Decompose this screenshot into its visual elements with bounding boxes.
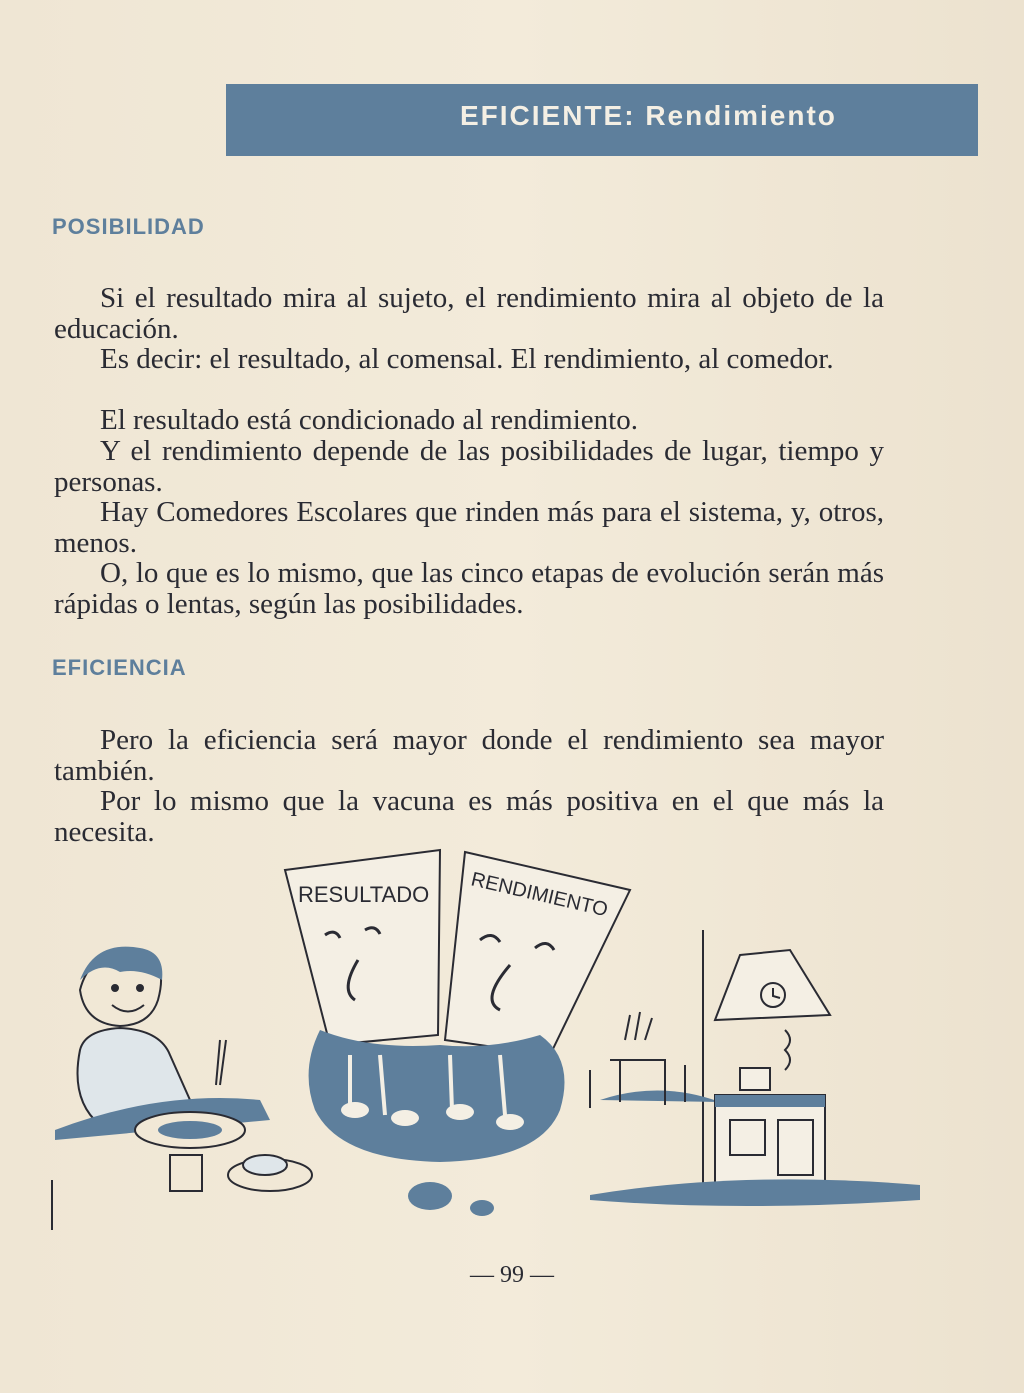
rendimiento-card [445,852,630,1055]
paragraph: Pero la eficiencia será mayor donde el rendimiento sea mayor también. [54,724,884,787]
rendimiento-card-label: RENDIMIENTO [468,868,610,922]
section-heading-posibilidad: POSIBILIDAD [52,214,205,239]
page-number: — 99 — [470,1262,554,1288]
kitchen-scene [590,930,920,1206]
paragraph: O, lo que es lo mismo, que las cinco etapas de evolución serán más rápidas o lentas, según las posibilidades. [54,557,884,620]
paragraph: Y el rendimiento depende de las posibilidades de lugar, tiempo y personas. [54,435,884,498]
paragraph: Por lo mismo que la vacuna es más positiva en el que más la necesita. [54,785,884,848]
page-title: EFICIENTE: Rendimiento [460,100,837,131]
section-heading-eficiencia: EFICIENCIA [52,655,187,680]
blob-with-legs [309,1030,565,1216]
paragraph: Si el resultado mira al sujeto, el rendimiento mira al objeto de la educación. [54,282,884,345]
paragraph: El resultado está condicionado al rendimiento. [100,404,638,436]
paragraph: Hay Comedores Escolares que rinden más para el sistema, y, otros, menos. [54,496,884,559]
paragraph: Es decir: el resultado, al comensal. El rendimiento, al comedor. [100,343,834,375]
boy-eating-figure [52,947,312,1230]
resultado-card [285,850,440,1045]
resultado-card-label: RESULTADO [298,882,430,907]
illustration [40,840,940,1240]
